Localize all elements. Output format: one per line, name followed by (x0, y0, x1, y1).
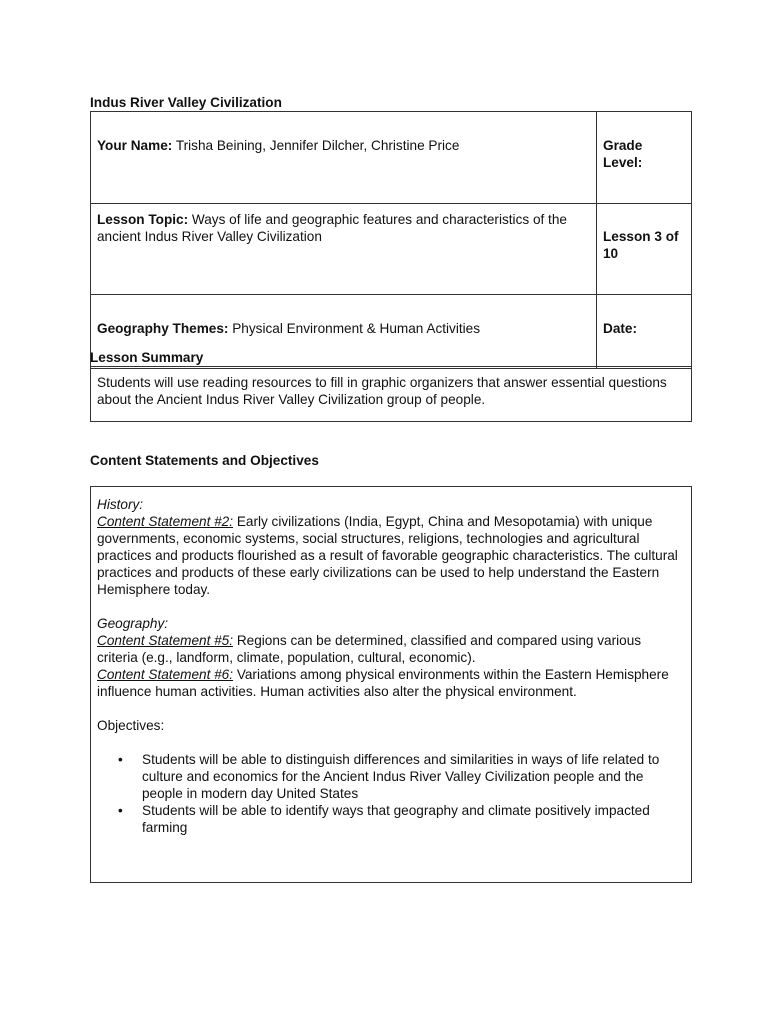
objective-text: Students will be able to distinguish differences and similarities in ways of life related to culture and economics for the Ancient Indus River Valley Civilization people and the people in modern day United States (142, 752, 660, 801)
date-label: Date: (603, 321, 637, 336)
lesson-info-table (90, 111, 692, 369)
content-statement-6-text: Variations among physical environments within the Eastern Hemisphere influence human activities. Human activities also alter the physical environment. (97, 667, 669, 699)
geography-label: Geography: (97, 616, 169, 631)
content-statement-5-label: Content Statement #5: (97, 633, 234, 648)
themes-label: Geography Themes: (97, 321, 229, 336)
content-statement-2-label: Content Statement #2: (97, 514, 234, 529)
bullet-icon: • (118, 803, 123, 818)
content-statement-6-label: Content Statement #6: (97, 667, 234, 682)
lesson-number-cell (597, 204, 692, 295)
name-cell (91, 112, 597, 204)
content-statement-6 (97, 666, 685, 700)
document-title: Indus River Valley Civilization (90, 95, 282, 110)
themes-value: Physical Environment & Human Activities (232, 321, 481, 336)
date-cell (597, 295, 692, 369)
summary-text: Students will use reading resources to fill in graphic organizers that answer essential questions about the Ancient Indus River Valley Civilization group of people. (97, 375, 667, 407)
content-statement-2-text: Early civilizations (India, Egypt, China and Mesopotamia) with unique governments, economic systems, social structures, religions, technologies and agricultural practices and products flourished as a result of favorable geographic characteristics. The cultural practices and products of these early civilizations can be used to help understand the Eastern Hemisphere today. (97, 514, 678, 597)
summary-box (90, 366, 692, 422)
topic-value: Ways of life and geographic features and characteristics of the ancient Indus River Valley Civilization (97, 212, 567, 244)
content-statement-5 (97, 632, 685, 666)
table-row (91, 112, 692, 204)
name-label: Your Name: (97, 138, 173, 153)
list-item (118, 802, 685, 836)
summary-heading: Lesson Summary (90, 350, 204, 365)
topic-cell (91, 204, 597, 295)
objective-text: Students will be able to identify ways that geography and climate positively impacted farming (142, 803, 650, 835)
content-statement-5-text: Regions can be determined, classified and compared using various criteria (e.g., landform, climate, population, cultural, economic). (97, 633, 642, 665)
objectives-label: Objectives: (97, 718, 165, 733)
name-value: Trisha Beining, Jennifer Dilcher, Christine Price (175, 138, 460, 153)
grade-level-cell (597, 112, 692, 204)
grade-level-label: Grade Level: (603, 138, 643, 170)
content-heading: Content Statements and Objectives (90, 453, 319, 468)
topic-label: Lesson Topic: (97, 212, 189, 227)
history-label: History: (97, 497, 144, 512)
table-row (91, 204, 692, 295)
content-statement-2 (97, 513, 685, 598)
list-item (118, 751, 685, 802)
lesson-number: Lesson 3 of 10 (603, 229, 679, 261)
objectives-list (97, 751, 685, 836)
bullet-icon: • (118, 752, 123, 767)
content-box (90, 486, 692, 883)
